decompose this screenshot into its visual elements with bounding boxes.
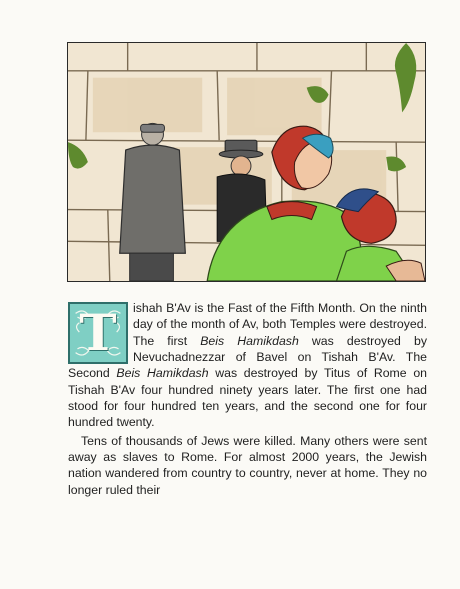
western-wall-illustration [67,42,426,282]
beis-hamikdash-term-2: Beis Hamikdash [116,366,209,381]
drop-cap-letter: T [79,302,117,362]
paragraph-2: Tens of thousands of Jews were killed. Many others were sent away as slaves to Rome. For almost 2000 years, the Jewish nation wandered from country to country, never at home. They no longer ruled their [68,433,427,497]
paragraph-1 [68,300,427,431]
article-text [68,300,427,498]
paragraph-1-text-b: was destroyed by Nevuchadnezzar of Bavel on Tishah B'Av. The Second [68,333,427,381]
wall-scene-drawing [68,43,425,281]
paragraph-1-text-c: was destroyed by Titus of Rome on Tishah B'Av four hundred ninety years later. The first one had stood for four hundred ten years, and the second one for four hundred twenty. [68,366,427,430]
beis-hamikdash-term-1: Beis Hamikdash [200,333,299,348]
paragraph-1-text-a: ishah B'Av is the Fast of the Fifth Month. On the ninth day of the month of Av, both Temples were destroyed. The first [133,301,427,348]
drop-cap-ornament [68,302,128,364]
